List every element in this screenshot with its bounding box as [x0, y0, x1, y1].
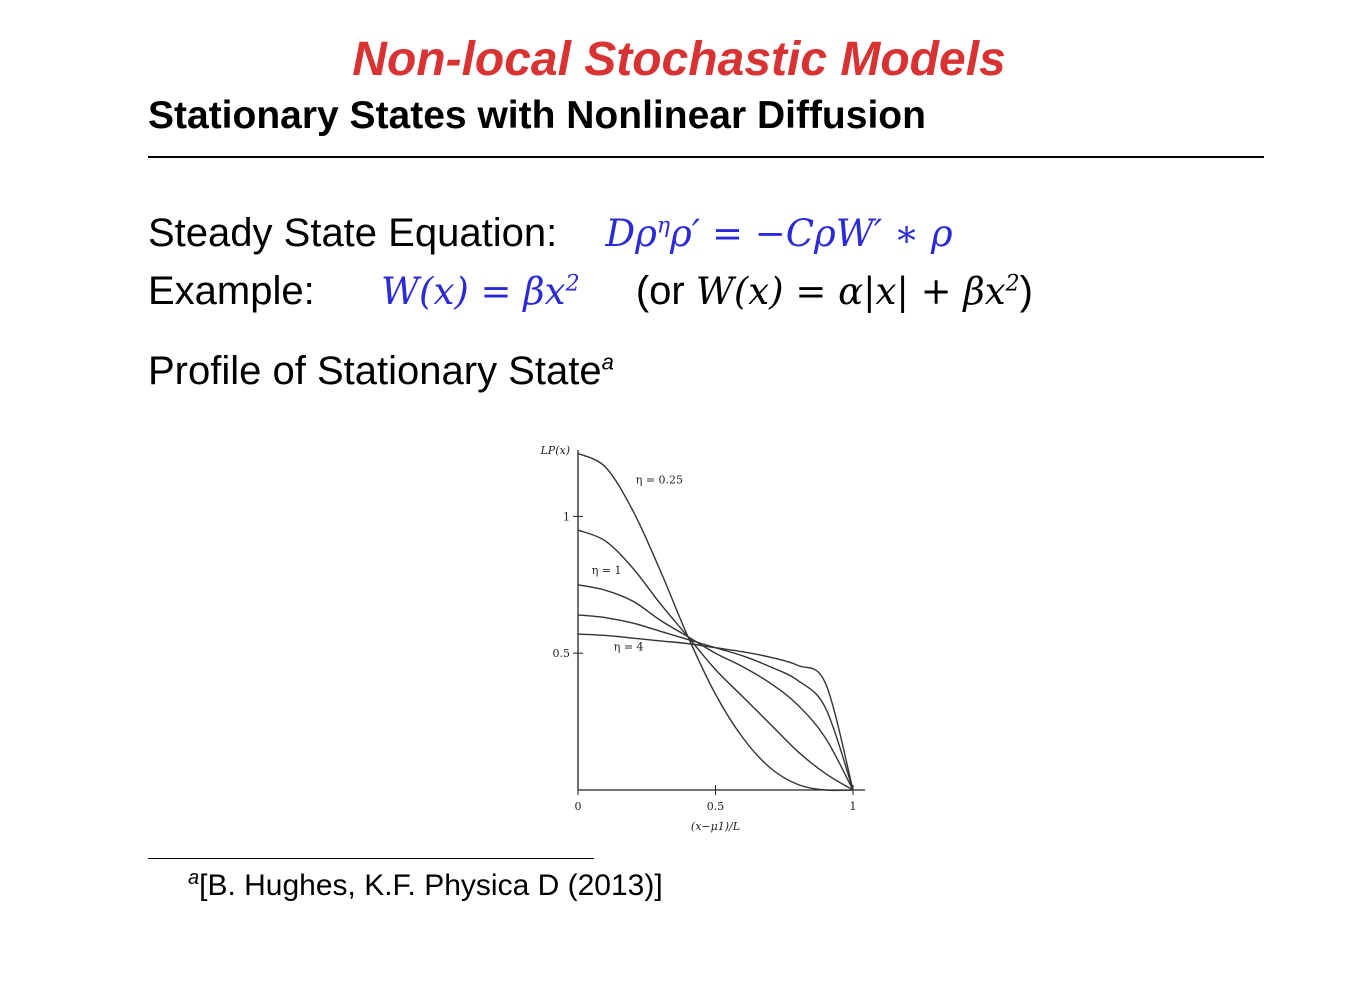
y-tick-label: 0.5: [552, 647, 570, 661]
y-axis-label: LP(x): [540, 444, 570, 457]
example-equation: $W(x) = \beta x^2$: [381, 270, 580, 313]
example-label: Example:: [148, 269, 315, 313]
x-axis-label: (x−μ1)/L: [690, 820, 741, 833]
footnote-divider: [148, 858, 594, 859]
x-tick-label: 1: [849, 800, 857, 813]
stationary-state-plot: [530, 440, 880, 840]
series-line-2: [578, 585, 853, 790]
plot-axes: [573, 450, 865, 795]
footnote-mark: a: [188, 867, 200, 889]
curve-annotation: η = 4: [613, 640, 644, 654]
steady-state-equation: $D\rho^\eta\rho' = -C\rho W'$ ∗ ρ: [605, 212, 953, 255]
footnote: [188, 866, 663, 906]
profile-footnote-mark: a: [601, 349, 614, 375]
curve-annotation: η = 1: [591, 563, 622, 577]
series-line-4: [578, 634, 853, 790]
profile-heading: Profile of Stationary State$^a$: [148, 349, 614, 393]
curve-annotation: η = 0.25: [635, 473, 684, 487]
footnote-text: [B. Hughes, K.F. Physica D (2013)]: [199, 869, 663, 902]
series-line-0: [578, 453, 853, 790]
y-tick-label: 1: [563, 510, 570, 524]
plot-labels: [540, 444, 857, 833]
plot-curves: [578, 453, 853, 790]
slide-title: Non-local Stochastic Models: [352, 33, 1006, 86]
example-line: [148, 266, 1033, 317]
slide-subtitle: Stationary States with Nonlinear Diffusion: [148, 94, 926, 137]
steady-state-line: [148, 208, 953, 259]
x-tick-label: 0: [574, 800, 582, 813]
header-divider: [148, 156, 1264, 158]
example-alt-equation: (or $W(x) = \alpha|x| + \beta x^2$): [635, 269, 1033, 313]
x-tick-label: 0.5: [706, 800, 725, 813]
steady-state-label: Steady State Equation:: [148, 211, 558, 255]
